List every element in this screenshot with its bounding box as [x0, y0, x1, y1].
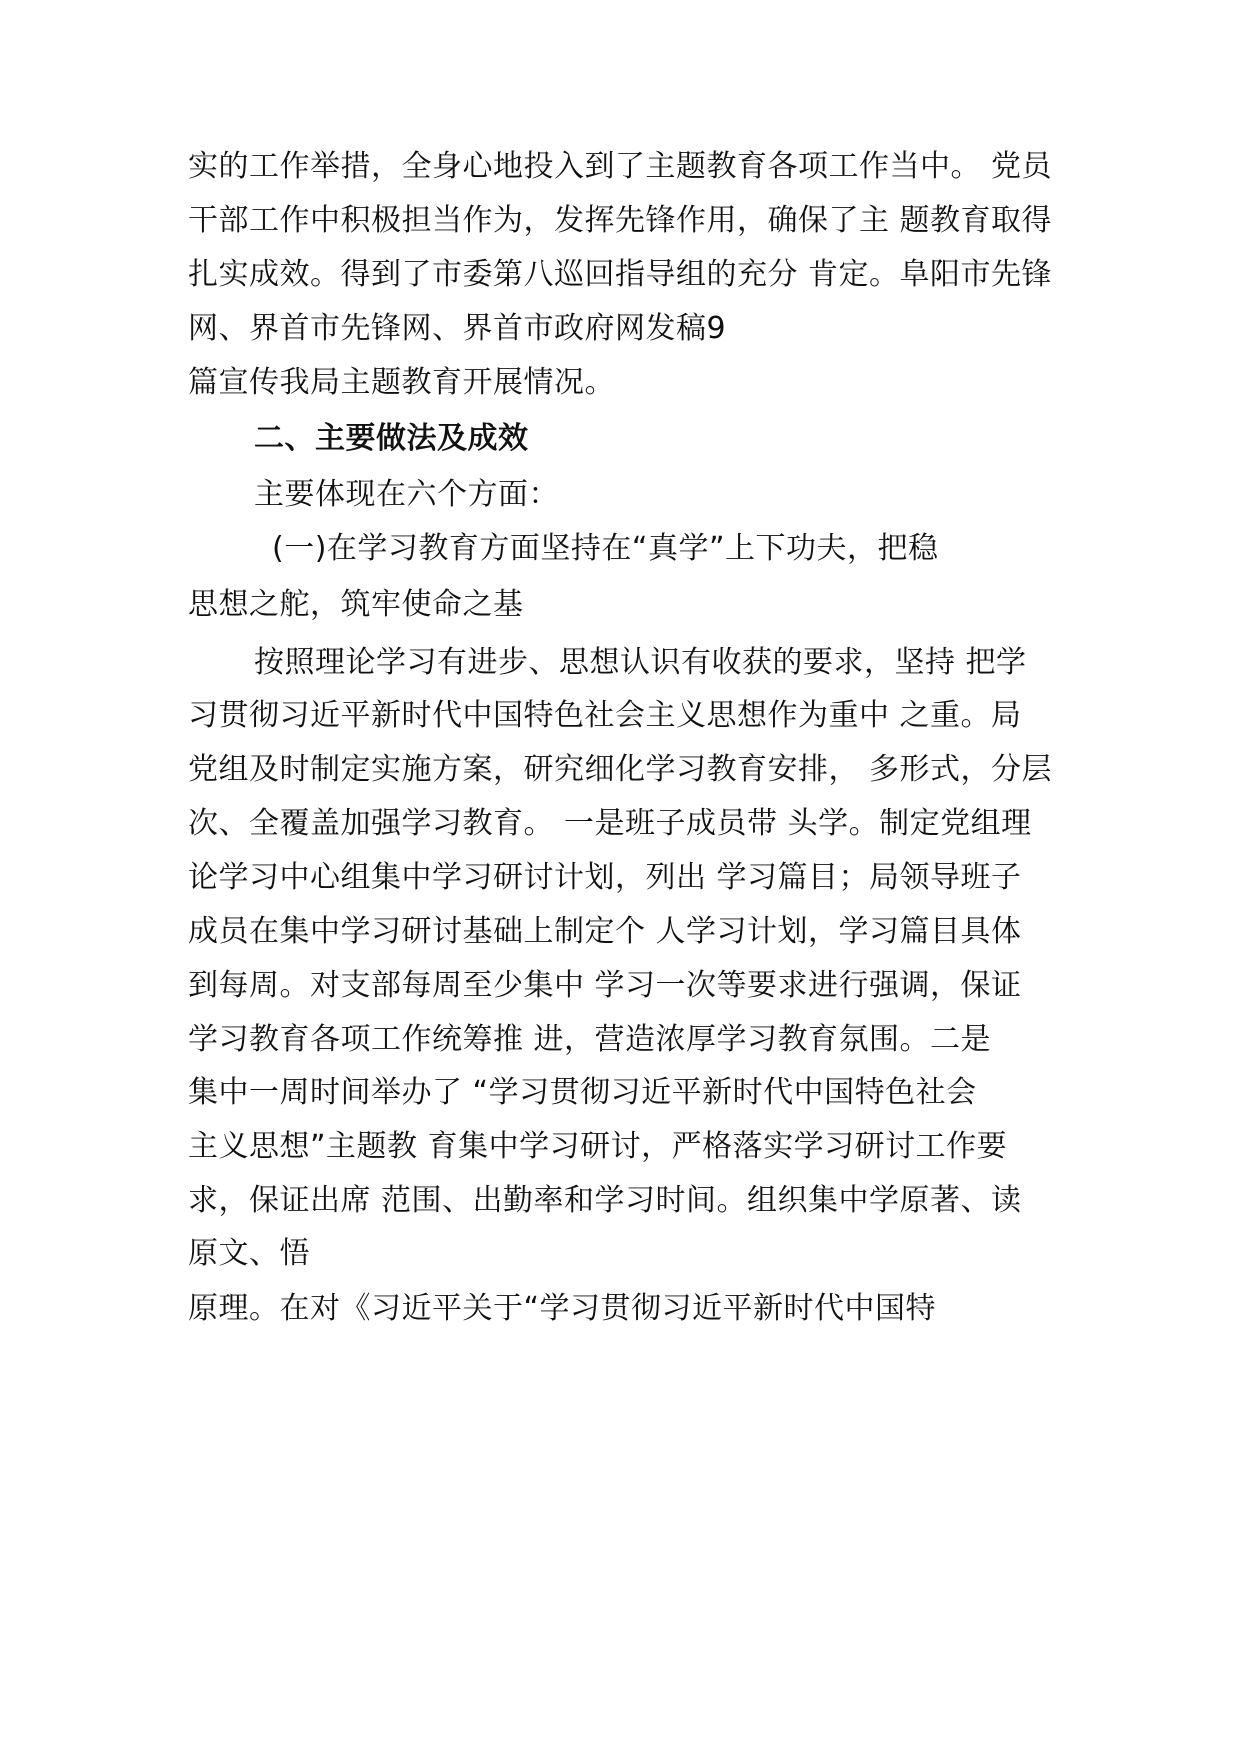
body-line: 主义思想”主题教 育集中学习研讨，严格落实学习研讨工作要	[188, 1129, 1008, 1164]
body-line: 原文、悟	[188, 1236, 310, 1271]
body-line: 干部工作中积极担当作为，发挥先锋作用，确保了主 题教育取得	[188, 203, 1053, 238]
body-line: 习贯彻习近平新时代中国特色社会主义思想作为重中 之重。局	[188, 698, 1022, 733]
body-line: 论学习中心组集中学习研讨计划，列出 学习篇目；局领导班子	[188, 860, 1022, 895]
body-line: 实的工作举措，全身心地投入到了主题教育各项工作当中。 党员	[188, 149, 1053, 184]
body-line: 集中一周时间举办了 “学习贯彻习近平新时代中国特色社会	[188, 1075, 977, 1110]
body-line: 扎实成效。得到了市委第八巡回指导组的充分 肯定。阜阳市先锋	[188, 257, 1053, 292]
section-heading: 二、主要做法及成效	[254, 421, 529, 456]
subsection-heading: (一)在学习教育方面坚持在“真学”上下功夫，把稳	[272, 531, 939, 566]
body-line: 学习教育各项工作统筹推 进，营造浓厚学习教育氛围。二是	[188, 1022, 992, 1057]
subsection-heading-continuation: 思想之舵，筑牢使命之基	[188, 587, 524, 622]
body-line: 按照理论学习有进步、思想认识有收获的要求，坚持 把学	[254, 645, 1027, 680]
body-line: 网、界首市先锋网、界首市政府网发稿9	[188, 311, 727, 346]
body-line: 原理。在对《习近平关于“学习贯彻习近平新时代中国特	[188, 1291, 937, 1326]
body-line: 主要体现在六个方面：	[254, 477, 559, 512]
body-line: 党组及时制定实施方案，研究细化学习教育安排， 多形式，分层	[188, 752, 1053, 787]
body-line: 篇宣传我局主题教育开展情况。	[188, 365, 615, 400]
body-line: 成员在集中学习研讨基础上制定个 人学习计划，学习篇目具体	[188, 914, 1022, 949]
body-line: 次、全覆盖加强学习教育。 一是班子成员带 头学。制定党组理	[188, 806, 1032, 841]
body-line: 求，保证出席 范围、出勤率和学习时间。组织集中学原著、读	[188, 1183, 1022, 1218]
body-line: 到每周。对支部每周至少集中 学习一次等要求进行强调，保证	[188, 968, 1022, 1003]
